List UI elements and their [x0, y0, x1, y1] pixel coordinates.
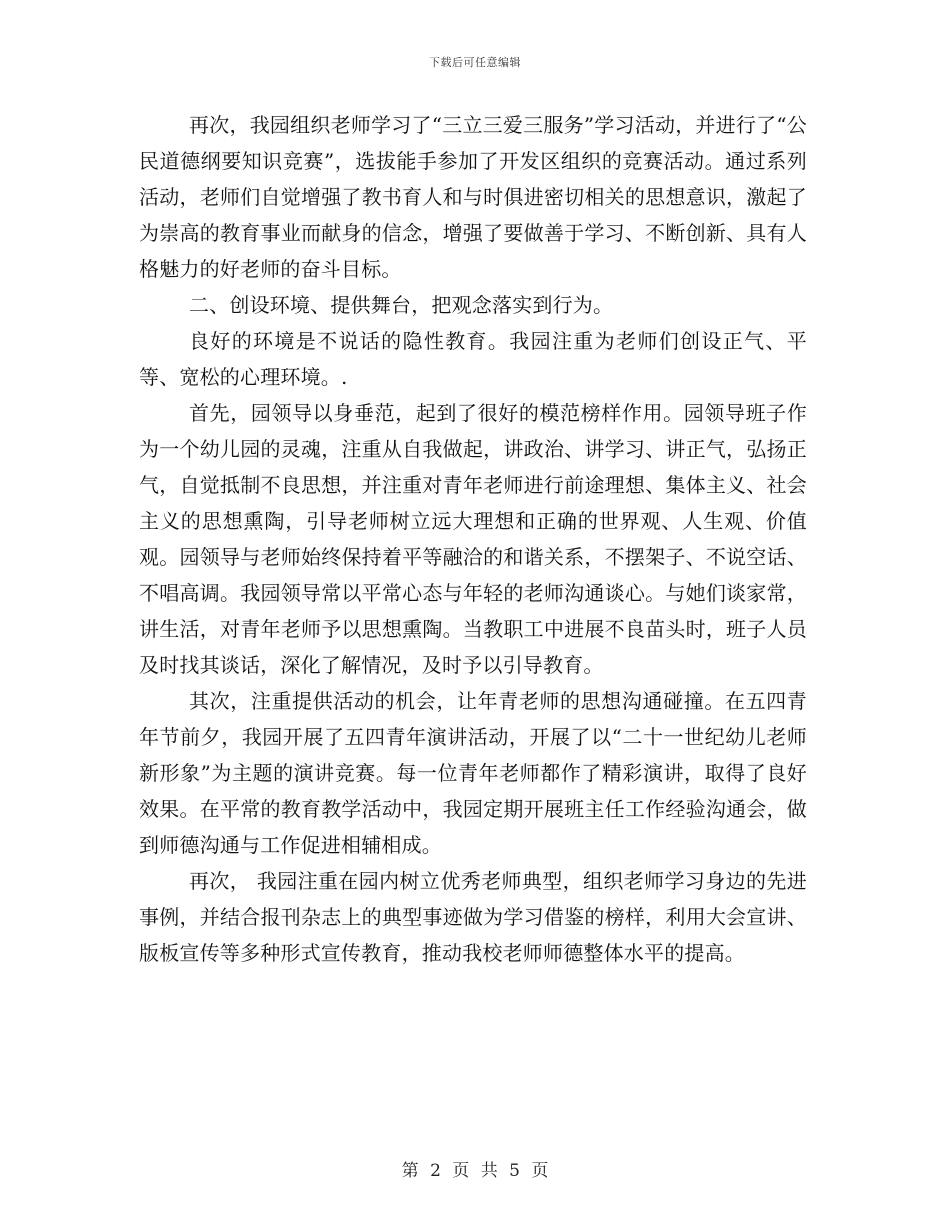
document-body [139, 107, 807, 971]
paragraph: 再次， 我园注重在园内树立优秀老师典型，组织老师学习身边的先进事例，并结合报刊杂志上的典型事迹做为学习借鉴的榜样，利用大会宣讲、版板宣传等多种形式宣传教育，推动我校老师师德整体水平的提高。 [139, 869, 807, 965]
section-heading: 二、创设环境、提供舞台，把观念落实到行为。 [189, 293, 614, 317]
paragraph: 良好的环境是不说话的隐性教育。我园注重为老师们创设正气、平等、宽松的心理环境。. [139, 329, 807, 389]
page-number: 第 2 页 共 5 页 [401, 1161, 549, 1181]
paragraph: 再次，我园组织老师学习了“三立三爱三服务”学习活动，并进行了“公民道德纲要知识竞赛”，选拔能手参加了开发区组织的竞赛活动。通过系列活动，老师们自觉增强了教书育人和与时俱进密切相关的思想意识，激起了为崇高的教育事业而献身的信念，增强了要做善于学习、不断创新、具有人格魅力的好老师的奋斗目标。 [139, 113, 807, 281]
paragraph: 首先，园领导以身垂范，起到了很好的模范榜样作用。园领导班子作为一个幼儿园的灵魂，注重从自我做起，讲政治、讲学习、讲正气，弘扬正气，自觉抵制不良思想，并注重对青年老师进行前途理想、集体主义、社会主义的思想熏陶，引导老师树立远大理想和正确的世界观、人生观、价值观。园领导与老师始终保持着平等融洽的和谐关系，不摆架子、不说空话、不唱高调。我园领导常以平常心态与年轻的老师沟通谈心。与她们谈家常，讲生活，对青年老师予以思想熏陶。当教职工中进展不良苗头时，班子人员及时找其谈话，深化了解情况，及时予以引导教育。 [139, 401, 807, 677]
page-header-note: 下载后可任意编辑 [429, 56, 521, 69]
paragraph: 其次，注重提供活动的机会，让年青老师的思想沟通碰撞。在五四青年节前夕，我园开展了五四青年演讲活动，开展了以“二十一世纪幼儿老师新形象”为主题的演讲竞赛。每一位青年老师都作了精彩演讲，取得了良好效果。在平常的教育教学活动中，我园定期开展班主任工作经验沟通会，做到师德沟通与工作促进相辅相成。 [139, 689, 807, 857]
